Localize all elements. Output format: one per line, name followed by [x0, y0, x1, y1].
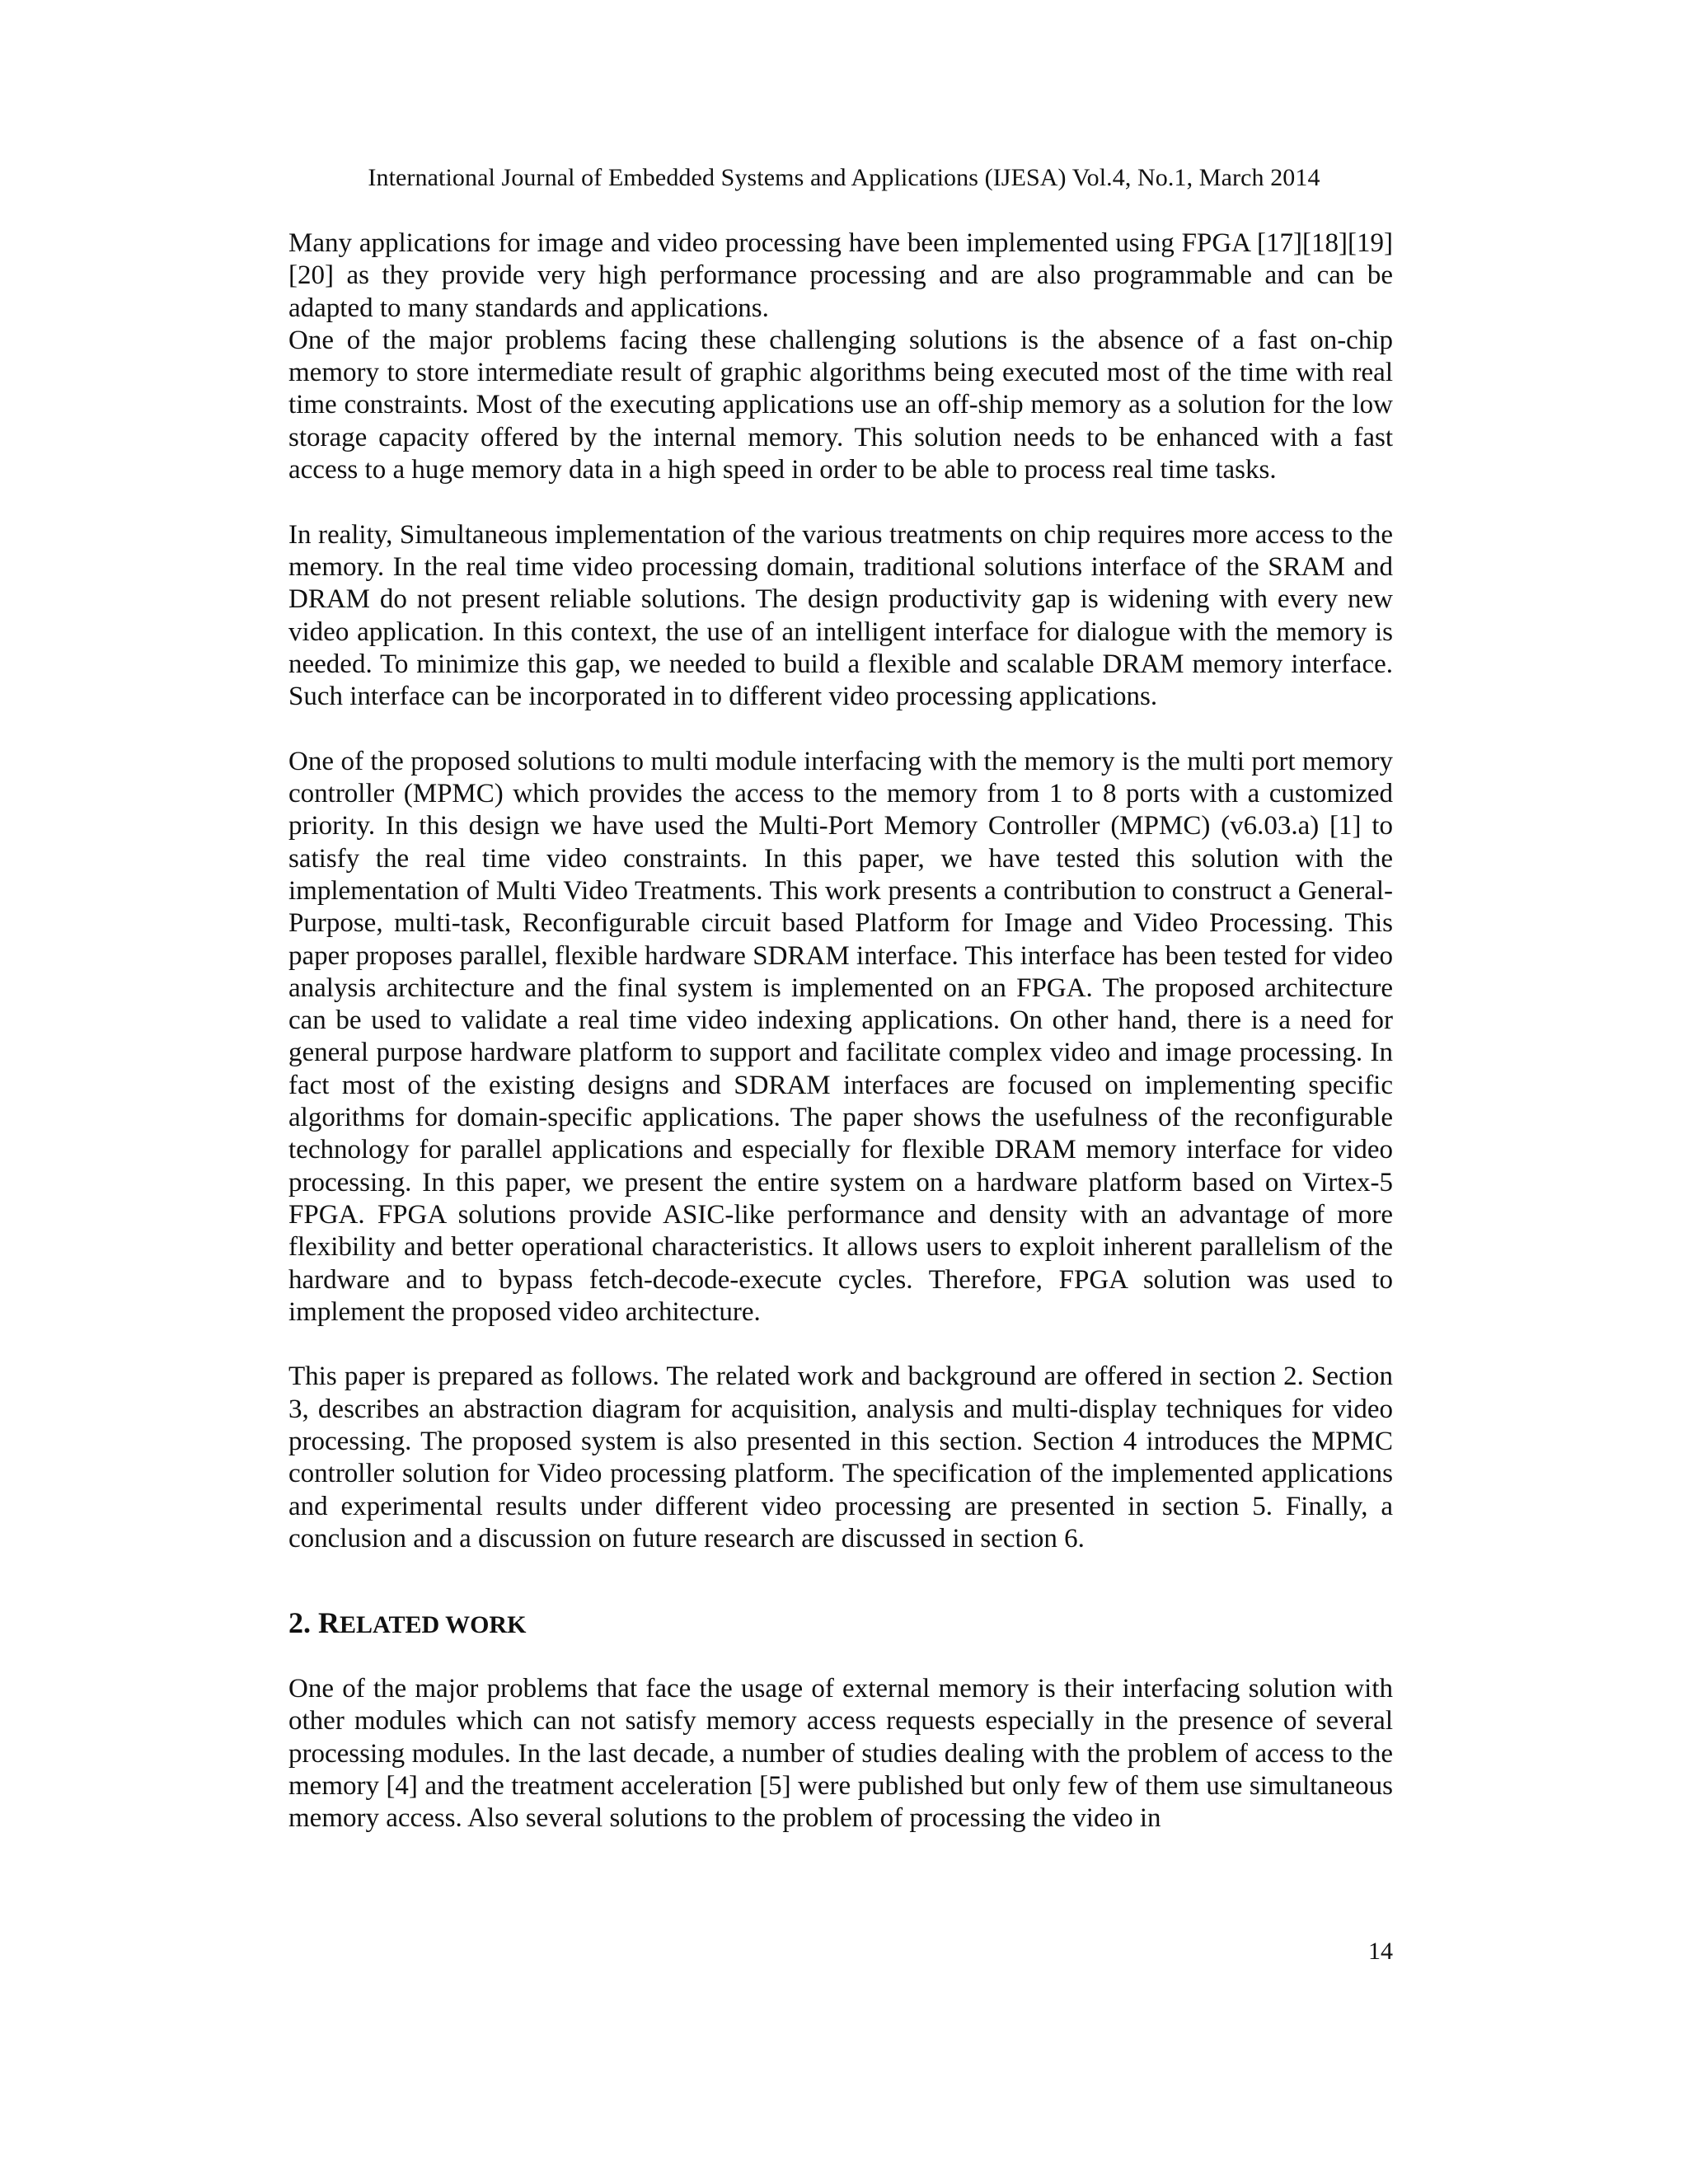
page-body	[288, 227, 1393, 1835]
paragraph-gap	[288, 713, 1393, 745]
page-number: 14	[1368, 1938, 1393, 1965]
section-title-initial: R	[318, 1606, 340, 1640]
paragraph-mpmc-solution: One of the proposed solutions to multi module interfacing with the memory is the multi port memory controller (MPMC) which provides the access to the memory from 1 to 8 ports with a customized priority. In this design we have used the Multi-Port Memory Controller (MPMC) (v6.03.a) [1] to satisfy the real time video constraints. In this paper, we have tested this solution with the implementation of Multi Video Treatments. This work presents a contribution to construct a General-Purpose, multi-task, Reconfigurable circuit based Platform for Image and Video Processing. This paper proposes parallel, flexible hardware SDRAM interface. This interface has been tested for video analysis architecture and the final system is implemented on an FPGA. The proposed architecture can be used to validate a real time video indexing applications. On other hand, there is a need for general purpose hardware platform to support and facilitate complex video and image processing. In fact most of the existing designs and SDRAM interfaces are focused on implementing specific algorithms for domain-specific applications. The paper shows the usefulness of the reconfigurable technology for parallel applications and especially for flexible DRAM memory interface for video processing. In this paper, we present the entire system on a hardware platform based on Virtex-5 FPGA. FPGA solutions provide ASIC-like performance and density with an advantage of more flexibility and better operational characteristics. It allows users to exploit inherent parallelism of the hardware and to bypass fetch-decode-execute cycles. Therefore, FPGA solution was used to implement the proposed video architecture.	[288, 746, 1393, 1327]
paragraph-memory-problem: One of the major problems facing these challenging solutions is the absence of a fast on-chip memory to store intermediate result of graphic algorithms being executed most of the time with real time constraints. Most of the executing applications use an off-ship memory as a solution for the low storage capacity offered by the internal memory. This solution needs to be enhanced with a fast access to a huge memory data in a high speed in order to be able to process real time tasks.	[288, 325, 1393, 485]
running-header: International Journal of Embedded Systems and Applications (IJESA) Vol.4, No.1, March 2014	[368, 164, 1320, 191]
section-number: 2.	[288, 1606, 311, 1640]
section-title-rest: ELATED WORK	[340, 1611, 527, 1639]
paragraph-related-work: One of the major problems that face the usage of external memory is their interfacing solution with other modules which can not satisfy memory access requests especially in the presence of several processing modules. In the last decade, a number of studies dealing with the problem of access to the memory [4] and the treatment acceleration [5] were published but only few of them use simultaneous memory access. Also several solutions to the problem of processing the video in	[288, 1674, 1393, 1834]
paragraph-gap	[288, 1329, 1393, 1361]
paragraph-gap	[288, 486, 1393, 518]
paragraph-fpga-applications: Many applications for image and video processing have been implemented using FPGA [17][18][19][20] as they provide very high performance processing and are also programmable and can be adapted to many standards and applications.	[288, 228, 1393, 323]
section-heading-related-work	[288, 1605, 1393, 1643]
paragraph-simultaneous-implementation: In reality, Simultaneous implementation of the various treatments on chip requires more access to the memory. In the real time video processing domain, traditional solutions interface of the SRAM and DRAM do not present reliable solutions. The design productivity gap is widening with every new video application. In this context, the use of an intelligent interface for dialogue with the memory is needed. To minimize this gap, we needed to build a flexible and scalable DRAM memory interface. Such interface can be incorporated in to different video processing applications.	[288, 519, 1393, 712]
paragraph-paper-organization: This paper is prepared as follows. The related work and background are offered in section 2. Section 3, describes an abstraction diagram for acquisition, analysis and multi-display techniques for video processing. The proposed system is also presented in this section. Section 4 introduces the MPMC controller solution for Video processing platform. The specification of the implemented applications and experimental results under different video processing are presented in section 5. Finally, a conclusion and a discussion on future research are discussed in section 6.	[288, 1361, 1393, 1554]
